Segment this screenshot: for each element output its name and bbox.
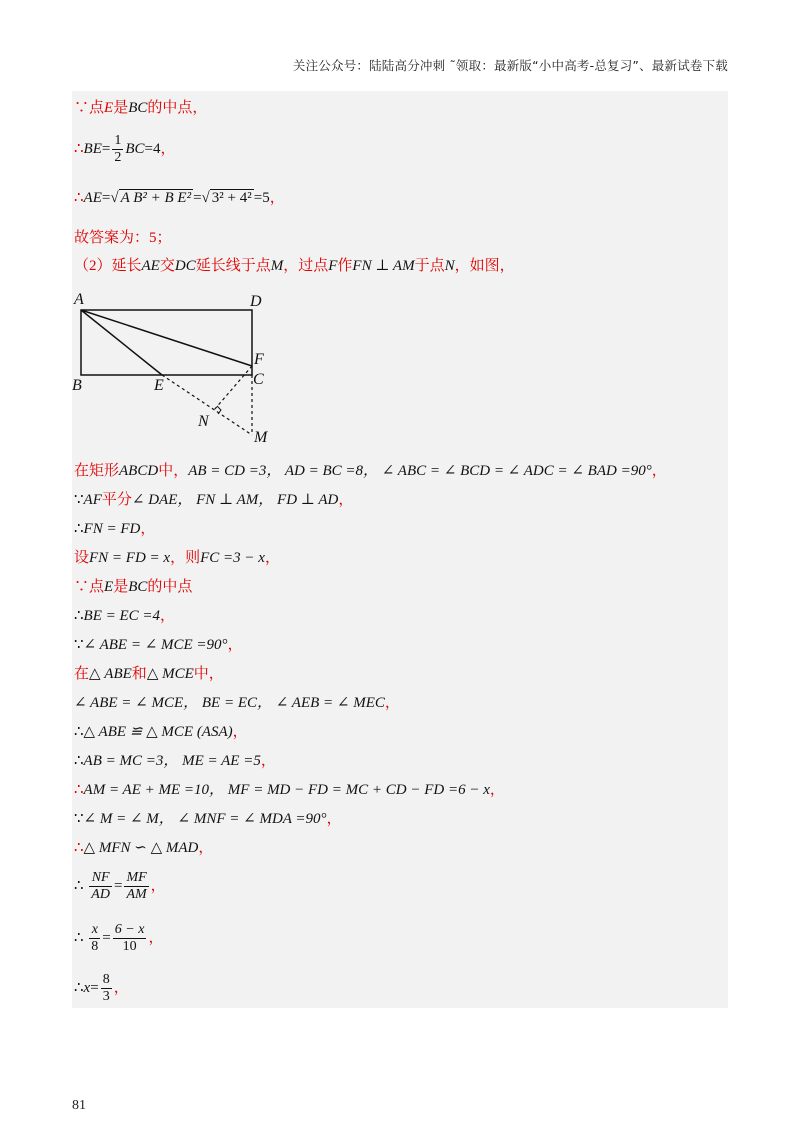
solution-line-22: ∴x= $\frac{8}{3}$ ， bbox=[74, 972, 129, 1005]
solution-line-8: ∴FN = FD， bbox=[74, 521, 156, 537]
fraction: $\frac{NF}{AD}$ bbox=[91, 870, 110, 903]
answer-line: 故答案为：5； bbox=[74, 230, 172, 246]
solution-line-20: ∴ $\frac{NF}{AD}$ = $\frac{MF}{AM}$ ， bbox=[74, 870, 166, 903]
solution-line-10: ∵点E是BC的中点 bbox=[74, 579, 193, 595]
rectangle-abcd bbox=[81, 310, 252, 375]
solution-line-3: ∴AE=√ A B² + B E² =√ 3² + 4² =5， bbox=[74, 190, 285, 206]
solution-line-19: ∴△ MFN ∽ △ MAD， bbox=[74, 840, 214, 856]
segment-fn bbox=[214, 366, 252, 410]
label-e: E bbox=[154, 377, 164, 394]
solution-line-9: 设FN = FD = x，则FC =3 − x， bbox=[74, 550, 280, 566]
solution-line-11: ∴BE = EC =4， bbox=[74, 608, 176, 624]
fraction: $\frac{x}{8}$ bbox=[91, 922, 99, 955]
solution-line-7: ∵AF平分∠ DAE， FN ⊥ AM， FD ⊥ AD， bbox=[74, 492, 354, 508]
solution-line-2: ∴BE= $\frac{1}{2}$ BC=4， bbox=[74, 133, 176, 166]
solution-line-5: （2）延长AE交DC延长线于点M，过点F作FN ⊥ AM于点N，如图， bbox=[74, 258, 515, 274]
solution-line-6: 在矩形ABCD中，AB = CD =3， AD = BC =8， ∠ ABC = ∠ BCD = ∠ ADC = ∠ BAD =90°， bbox=[74, 463, 667, 479]
solution-line-16: ∴AB = MC =3， ME = AE =5， bbox=[74, 753, 276, 769]
solution-line-17: ∴AM = AE + ME =10， MF = MD − FD = MC + CD − FD =6 − x， bbox=[74, 782, 505, 798]
solution-line-14: ∠ ABE = ∠ MCE， BE = EC， ∠ AEB = ∠ MEC， bbox=[74, 695, 400, 711]
fraction: $\frac{MF}{AM}$ bbox=[126, 870, 147, 903]
label-b: B bbox=[72, 377, 82, 394]
right-angle-mark bbox=[217, 406, 221, 414]
label-a: A bbox=[74, 291, 84, 308]
segment-af bbox=[81, 310, 252, 366]
fraction: $\frac{8}{3}$ bbox=[102, 972, 110, 1005]
geometry-figure bbox=[66, 288, 286, 448]
solution-line-18: ∵∠ M = ∠ M， ∠ MNF = ∠ MDA =90°， bbox=[74, 811, 342, 827]
segment-ae bbox=[81, 310, 162, 375]
page-header: 关注公众号：陆陆高分冲刺 ˜领取：最新版“小中高考-总复习”、最新试卷下载 bbox=[292, 58, 728, 73]
fraction: $\frac{6 - x}{10}$ bbox=[114, 922, 145, 955]
solution-line-1: ∵点E是BC的中点， bbox=[74, 100, 208, 116]
page-number: 81 bbox=[72, 1098, 86, 1113]
solution-line-12: ∵∠ ABE = ∠ MCE =90°， bbox=[74, 637, 243, 653]
solution-line-13: 在△ ABE和△ MCE中， bbox=[74, 666, 224, 682]
label-d: D bbox=[250, 293, 262, 310]
fraction: $\frac{1}{2}$ bbox=[114, 133, 122, 166]
label-n: N bbox=[198, 413, 209, 430]
label-c: C bbox=[253, 371, 264, 388]
solution-line-21: ∴ $\frac{x}{8}$ = $\frac{6 - x}{10}$ ， bbox=[74, 922, 164, 955]
solution-line-15: ∴△ ABE ≌ △ MCE (ASA)， bbox=[74, 724, 248, 740]
label-m: M bbox=[254, 429, 268, 446]
label-f: F bbox=[254, 351, 264, 368]
